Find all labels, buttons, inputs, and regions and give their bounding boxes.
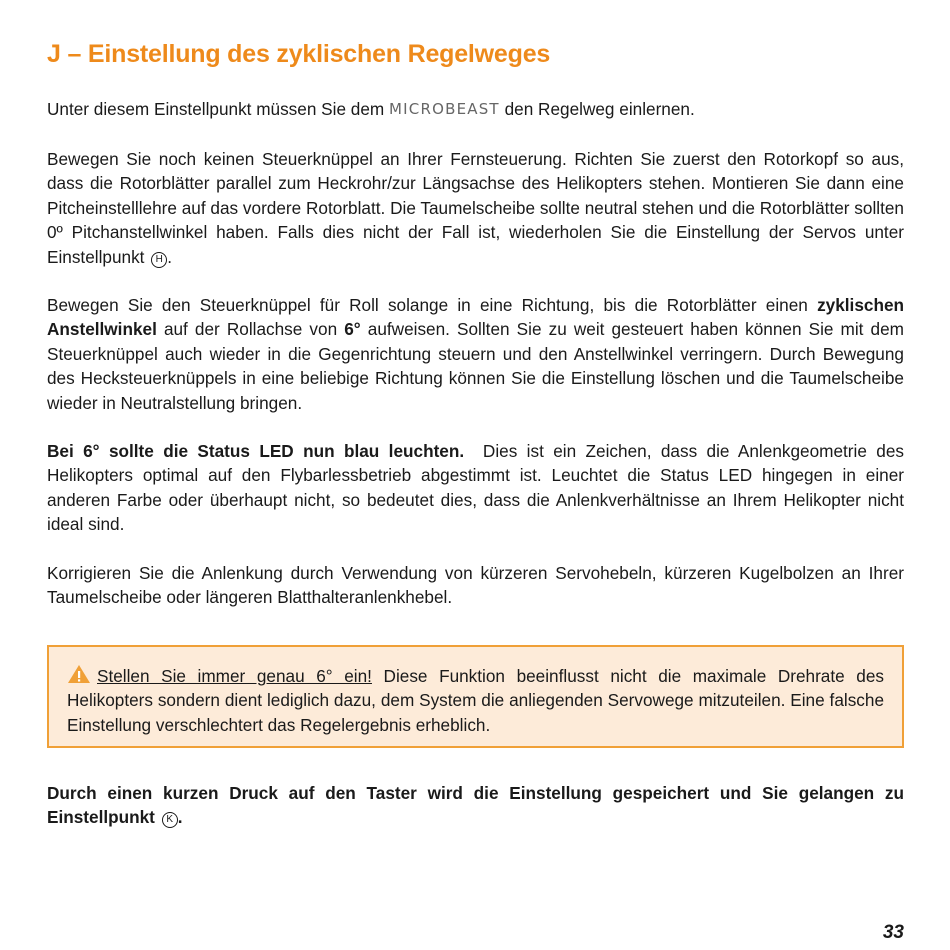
warning-underlined: Stellen Sie immer genau 6° ein! — [97, 666, 372, 686]
final-text: Durch einen kurzen Druck auf den Taster wird die Einstellung gespeichert und Sie gelangen zu Einstellpunkt — [47, 783, 904, 828]
final-end: . — [177, 807, 183, 828]
page-number: 33 — [882, 922, 904, 943]
status-led-text: Dies ist ein Zeichen, dass die Anlenkgeometrie des Helikopters optimal auf den Flybarlessbetrieb abgestimmt ist. Leuchtet die Status LED hingegen in einer anderen Farbe oder überhaupt nicht, so bedeutet dies, dass die Anlenkverhältnisse an Ihrem Helikopter nicht ideal sind. — [47, 441, 904, 535]
section-title: J – Einstellung des zyklischen Regelweges — [47, 40, 551, 68]
setup-text: Bewegen Sie noch keinen Steuerknüppel an Ihrer Fernsteuerung. Richten Sie zuerst den Rotorkopf so aus, dass die Rotorblätter parallel zum Heckrohr/zur Längsachse des Helikopters stehen. Montieren Sie dann eine Pitcheinstelllehre auf das vordere Rotorblatt. Die Taumelscheibe sollte neutral stehen und die Rotorblätter sollten 0º Pitchanstellwinkel haben. Falls dies nicht der Fall ist, wiederholen Sie die Einstellung der Servos unter Einstellpunkt — [47, 149, 904, 267]
roll-text-1: Bewegen Sie den Steuerknüppel für Roll solange in eine Richtung, bis die Rotorblätter einen — [47, 295, 808, 315]
brand-name: MICROBEAST — [389, 100, 500, 118]
setup-paragraph — [47, 147, 904, 269]
intro-text: Unter diesem Einstellpunkt müssen Sie dem — [47, 99, 385, 119]
intro-text-end: den Regelweg einlernen. — [504, 99, 695, 119]
roll-paragraph — [47, 293, 904, 415]
final-paragraph — [47, 781, 904, 830]
warning-triangle-icon — [67, 664, 91, 684]
step-ref-k: K — [162, 812, 178, 828]
status-led-bold: Bei 6° sollte die Status LED nun blau leuchten. — [47, 441, 465, 461]
roll-text-2: auf der Rollachse von — [163, 319, 338, 340]
correction-paragraph: Korrigieren Sie die Anlenkung durch Verwendung von kürzeren Servohebeln, kürzeren Kugelbolzen an Ihrer Taumelscheibe oder längeren Blatthalteranlenkhebel. — [47, 563, 904, 608]
roll-text-3: aufweisen. Sollten Sie zu weit gesteuert haben können Sie mit dem Steuerknüppel auch wieder in die Gegenrichtung steuern und den Anstellwinkel verringern. Durch Bewegung des Hecksteuerknüppels in eine beliebige Richtung können Sie die Einstellung löschen und die Taumelscheibe wieder in Neutralstellung bringen. — [47, 319, 904, 413]
status-led-paragraph — [47, 439, 904, 537]
roll-bold-2: 6° — [344, 319, 361, 340]
roll-bold-1: zyklischen Anstellwinkel — [47, 295, 904, 340]
warning-text: Diese Funktion beeinflusst nicht die maximale Drehrate des Helikopters sondern dient lediglich dazu, dem System die anliegenden Servowege mitzuteilen. Eine falsche Einstellung verschlechtert das Regelergebnis erheblich. — [67, 666, 884, 735]
warning-box — [47, 645, 904, 748]
step-ref-h: H — [151, 252, 167, 268]
warning-paragraph — [67, 664, 884, 737]
intro-paragraph — [47, 97, 904, 121]
setup-end: . — [167, 246, 173, 267]
